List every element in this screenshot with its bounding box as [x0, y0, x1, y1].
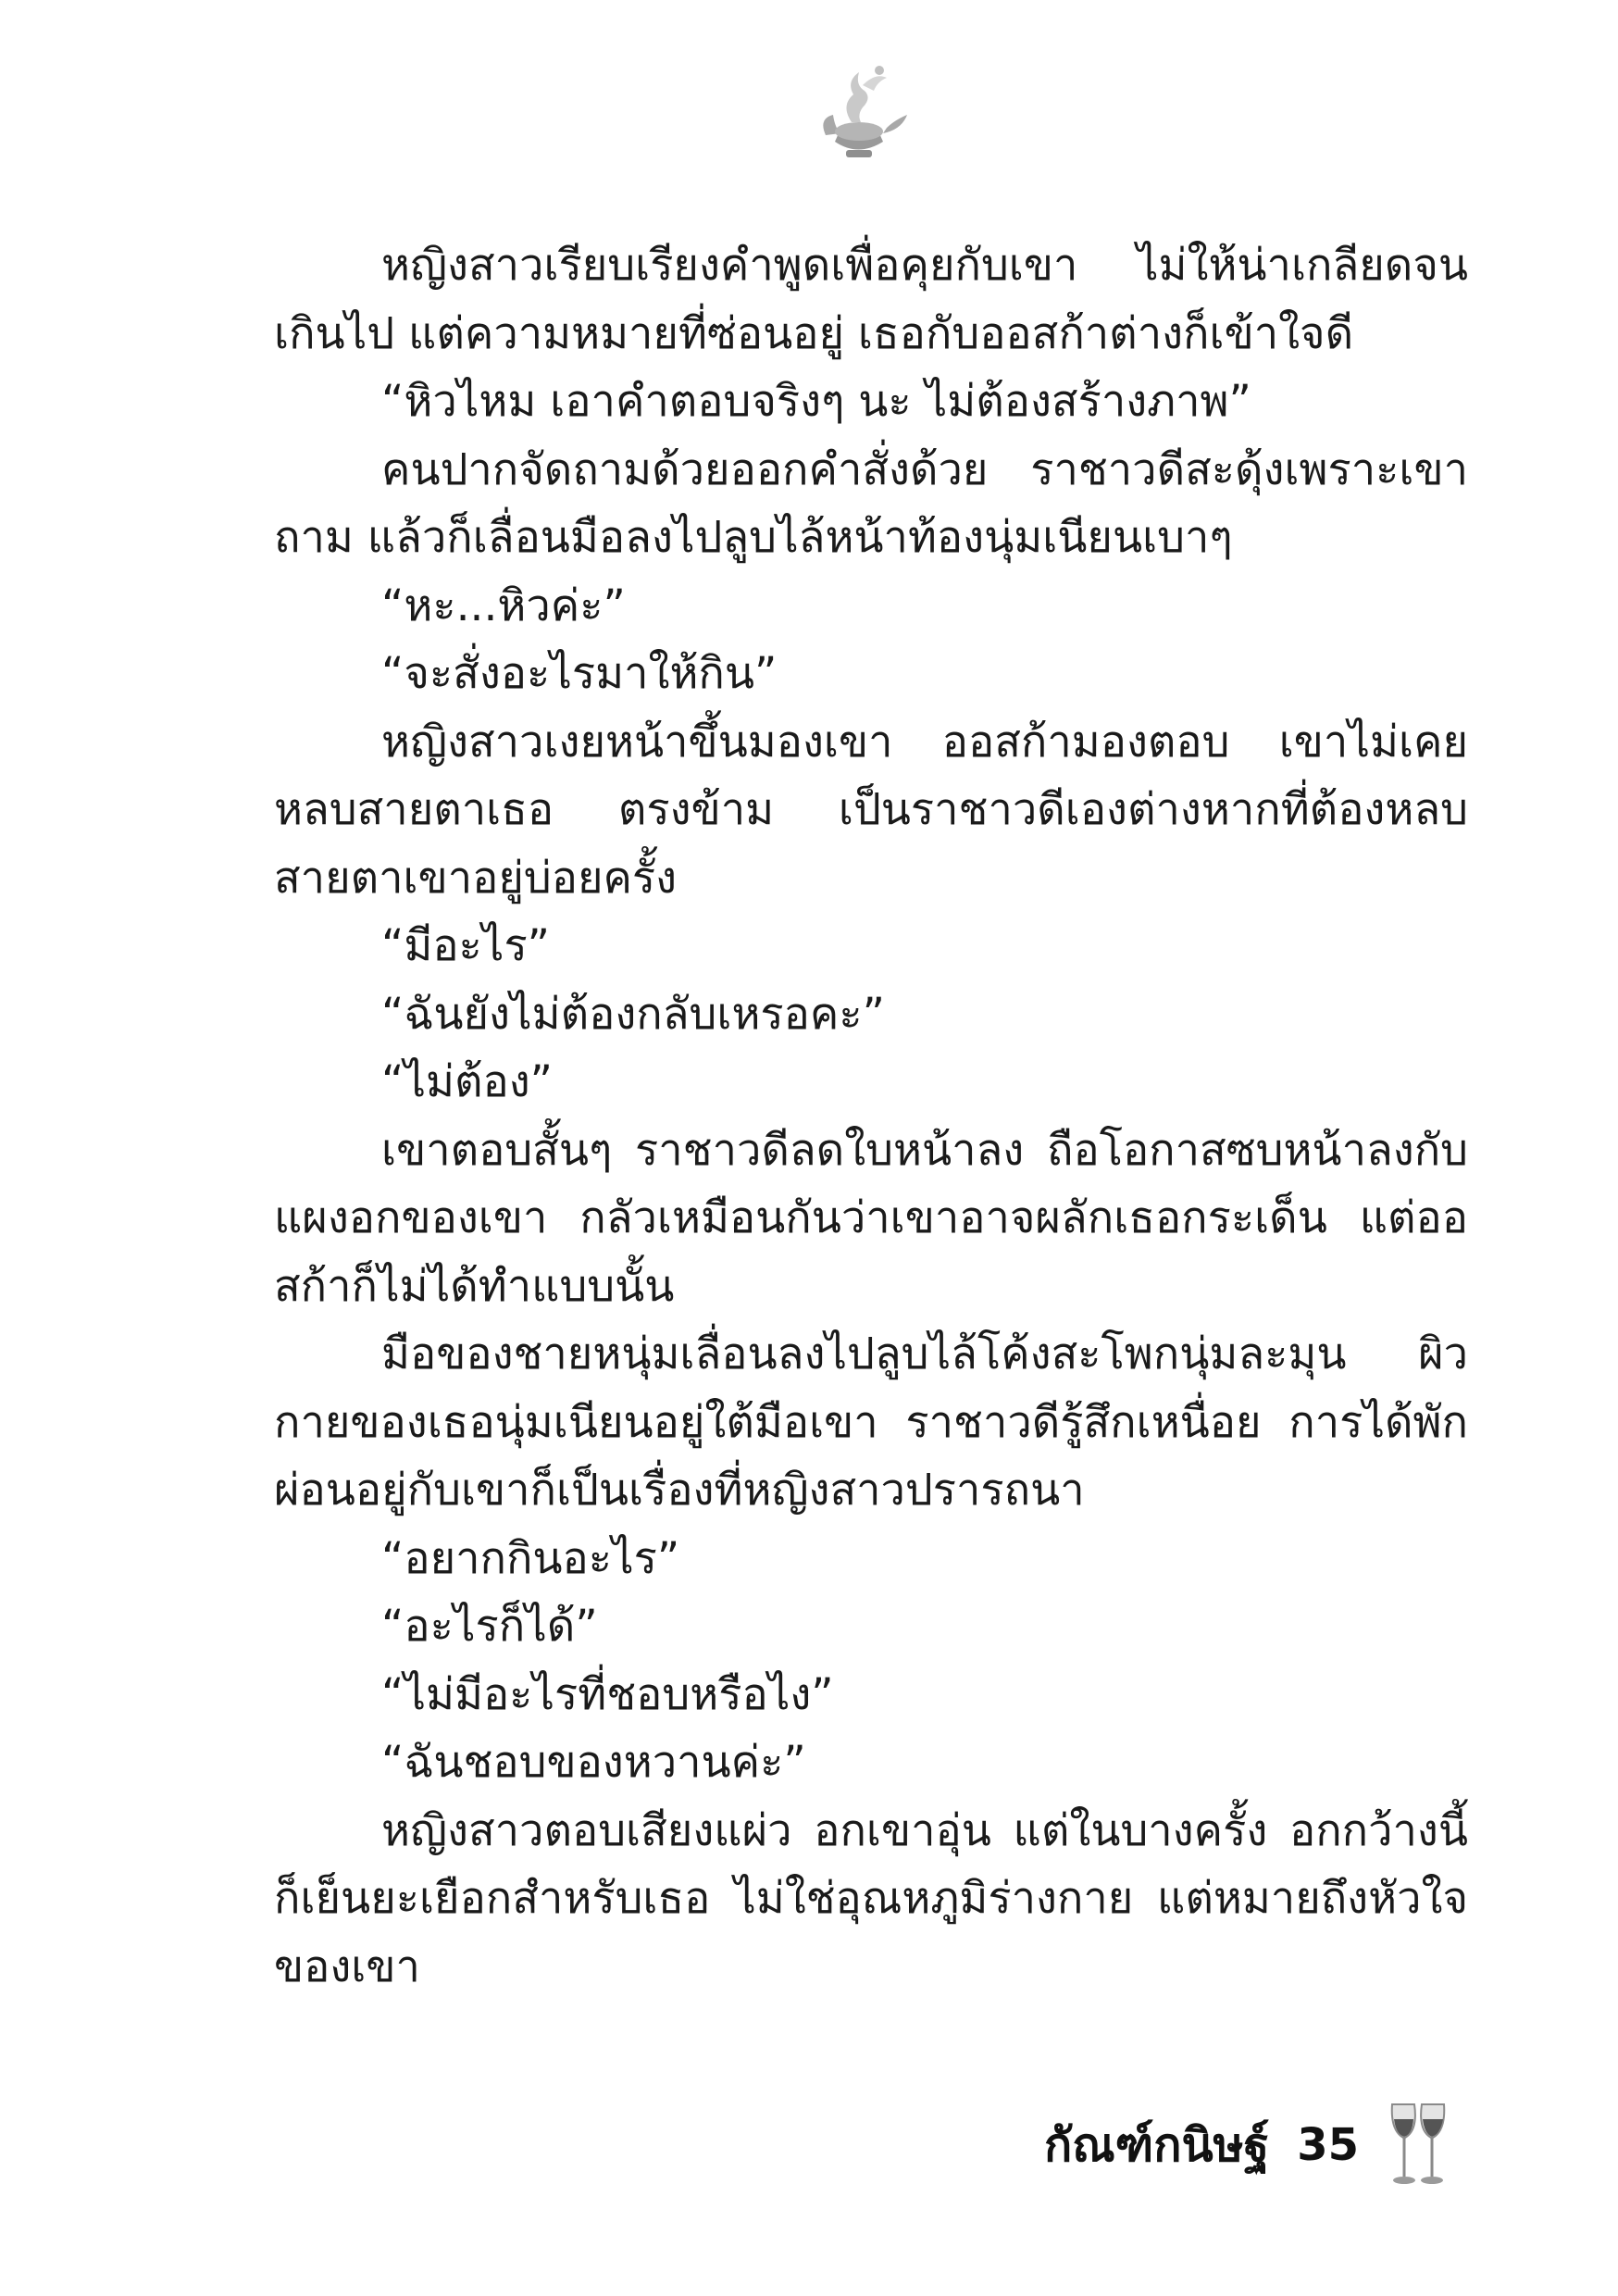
paragraph: “อะไรก็ได้”: [381, 1601, 598, 1652]
page-number: 35: [1297, 2119, 1359, 2171]
paragraph: หญิงสาวเรียบเรียงคำพูดเพื่อคุยกับเขา ไม่ให้น่าเกลียดจนเกินไป แต่ความหมายที่ซ่อนอยู่ เธอกับออสก้าต่างก็เข้าใจดี: [274, 240, 1468, 359]
wine-glasses-icon: [1387, 2099, 1451, 2191]
genie-lamp-icon: [798, 54, 918, 174]
paragraph: มือของชายหนุ่มเลื่อนลงไปลูบไล้โค้งสะโพกนุ่มละมุน ผิวกายของเธอนุ่มเนียนอยู่ใต้มือเขา ราชาวดีรู้สึกเหนื่อย การได้พักผ่อนอยู่กับเขาก็เป็นเรื่องที่หญิงสาวปรารถนา: [274, 1329, 1468, 1516]
paragraph: “ฉันชอบของหวานค่ะ”: [381, 1737, 806, 1788]
paragraph: “อยากกินอะไร”: [381, 1532, 680, 1584]
paragraph: หญิงสาวตอบเสียงแผ่ว อกเขาอุ่น แต่ในบางครั้ง อกกว้างนี้ก็เย็นยะเยือกสำหรับเธอ ไม่ใช่อุณหภูมิร่างกาย แต่หมายถึงหัวใจของเขา: [274, 1804, 1468, 1992]
author-name: กัณฑ์กนิษฐ์: [1044, 2117, 1270, 2172]
paragraph: คนปากจัดถามด้วยออกคำสั่งด้วย ราชาวดีสะดุ้งเพราะเขาถาม แล้วก็เลื่อนมือลงไปลูบไล้หน้าท้องนุ่มเนียนเบาๆ: [274, 443, 1468, 563]
paragraph: “ไม่มีอะไรที่ชอบหรือไง”: [381, 1668, 834, 1720]
paragraph: หญิงสาวเงยหน้าขึ้นมองเขา ออสก้ามองตอบ เขาไม่เคยหลบสายตาเธอ ตรงข้าม เป็นราชาวดีเองต่างหากที่ต้องหลบสายตาเขาอยู่บ่อยครั้ง: [274, 716, 1468, 904]
paragraph: “มีอะไร”: [381, 920, 551, 971]
body-text: [274, 231, 1468, 2001]
paragraph: “ไม่ต้อง”: [381, 1056, 554, 1107]
paragraph: “ฉันยังไม่ต้องกลับเหรอคะ”: [381, 988, 885, 1040]
paragraph: “หิวไหม เอาคำตอบจริงๆ นะ ไม่ต้องสร้างภาพ”: [381, 376, 1251, 427]
page-footer: [1044, 2094, 1451, 2196]
paragraph: เขาตอบสั้นๆ ราชาวดีลดใบหน้าลง ถือโอกาสซบหน้าลงกับแผงอกของเขา กลัวเหมือนกันว่าเขาอาจผลักเธอกระเด็น แต่ออสก้าก็ไม่ได้ทำแบบนั้น: [274, 1124, 1468, 1312]
paragraph: “หะ...หิวค่ะ”: [381, 580, 626, 631]
paragraph: “จะสั่งอะไรมาให้กิน”: [381, 648, 778, 699]
